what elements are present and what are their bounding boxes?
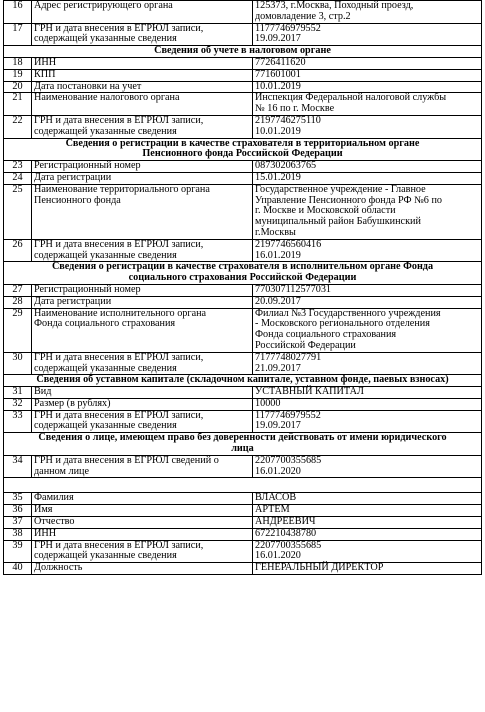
field-value: Государственное учреждение - Главное Управление Пенсионного фонда РФ №6 по г. Москве и Московской области муниципальный район Бабушкинский г.Москвы	[253, 184, 482, 239]
egrul-table	[3, 0, 482, 575]
table-row	[4, 455, 482, 478]
table-row	[4, 352, 482, 375]
table-row	[4, 387, 482, 399]
table-row	[4, 23, 482, 46]
table-row	[4, 505, 482, 517]
row-number: 19	[4, 69, 32, 81]
table-row	[4, 81, 482, 93]
egrul-extract-page	[3, 0, 482, 575]
row-number: 16	[4, 1, 32, 24]
field-label: Адрес регистрирующего органа	[32, 1, 253, 24]
row-number: 17	[4, 23, 32, 46]
table-row	[4, 161, 482, 173]
section-header	[4, 375, 482, 387]
field-value: 770307112577031	[253, 284, 482, 296]
field-label: КПП	[32, 69, 253, 81]
row-number: 18	[4, 57, 32, 69]
field-label: Фамилия	[32, 493, 253, 505]
section-title: Сведения об учете в налоговом органе	[4, 46, 482, 58]
field-label: Дата постановки на учет	[32, 81, 253, 93]
field-label: Регистрационный номер	[32, 284, 253, 296]
row-number: 32	[4, 398, 32, 410]
field-value: 7177748027791 21.09.2017	[253, 352, 482, 375]
field-value: 10000	[253, 398, 482, 410]
row-number: 31	[4, 387, 32, 399]
field-value: УСТАВНЫЙ КАПИТАЛ	[253, 387, 482, 399]
field-value: Филиал №3 Государственного учреждения - Московского регионального отделения Фонда социального страхования Российской Федерации	[253, 308, 482, 352]
section-header	[4, 138, 482, 161]
row-number: 35	[4, 493, 32, 505]
field-label: Имя	[32, 505, 253, 517]
table-row	[4, 563, 482, 575]
table-row	[4, 296, 482, 308]
field-value: 7726411620	[253, 57, 482, 69]
section-title: Сведения о регистрации в качестве страхователя в исполнительном органе Фонда социального страхования Российской Федерации	[4, 262, 482, 285]
row-number: 36	[4, 505, 32, 517]
row-number: 26	[4, 239, 32, 262]
field-value: 771601001	[253, 69, 482, 81]
row-number: 37	[4, 517, 32, 529]
row-number: 40	[4, 563, 32, 575]
row-number: 34	[4, 455, 32, 478]
section-header	[4, 433, 482, 456]
field-value: 2207700355685 16.01.2020	[253, 540, 482, 563]
field-label: ГРН и дата внесения в ЕГРЮЛ записи, содержащей указанные сведения	[32, 115, 253, 138]
field-label: Должность	[32, 563, 253, 575]
table-row	[4, 284, 482, 296]
row-number: 30	[4, 352, 32, 375]
table-row	[4, 57, 482, 69]
section-header	[4, 262, 482, 285]
field-value: 2197746275110 10.01.2019	[253, 115, 482, 138]
row-number: 25	[4, 184, 32, 239]
row-number: 38	[4, 528, 32, 540]
field-label: Наименование исполнительного органа Фонда социального страхования	[32, 308, 253, 352]
field-label: Вид	[32, 387, 253, 399]
table-row	[4, 69, 482, 81]
table-row	[4, 540, 482, 563]
egrul-table-body	[4, 1, 482, 575]
row-number: 33	[4, 410, 32, 433]
field-label: Отчество	[32, 517, 253, 529]
row-number: 24	[4, 172, 32, 184]
row-number: 27	[4, 284, 32, 296]
field-value: 20.09.2017	[253, 296, 482, 308]
field-value: 087302063765	[253, 161, 482, 173]
section-title: Сведения о лице, имеющем право без доверенности действовать от имени юридического лица	[4, 433, 482, 456]
field-value: Инспекция Федеральной налоговой службы № 16 по г. Москве	[253, 93, 482, 116]
table-row	[4, 517, 482, 529]
field-label: ГРН и дата внесения в ЕГРЮЛ записи, содержащей указанные сведения	[32, 540, 253, 563]
row-number: 22	[4, 115, 32, 138]
section-header	[4, 46, 482, 58]
field-label: ГРН и дата внесения в ЕГРЮЛ записи, содержащей указанные сведения	[32, 23, 253, 46]
field-value: 2197746560416 16.01.2019	[253, 239, 482, 262]
field-value: 10.01.2019	[253, 81, 482, 93]
field-label: ИНН	[32, 57, 253, 69]
field-label: Регистрационный номер	[32, 161, 253, 173]
field-value: ГЕНЕРАЛЬНЫЙ ДИРЕКТОР	[253, 563, 482, 575]
field-value: 672210438780	[253, 528, 482, 540]
field-label: ГРН и дата внесения в ЕГРЮЛ записи, содержащей указанные сведения	[32, 352, 253, 375]
field-label: ГРН и дата внесения в ЕГРЮЛ записи, содержащей указанные сведения	[32, 239, 253, 262]
section-title: Сведения о регистрации в качестве страхователя в территориальном органе Пенсионного фонда Российской Федерации	[4, 138, 482, 161]
table-row	[4, 493, 482, 505]
field-label: ГРН и дата внесения в ЕГРЮЛ сведений о данном лице	[32, 455, 253, 478]
field-value: 2207700355685 16.01.2020	[253, 455, 482, 478]
table-row	[4, 184, 482, 239]
row-number: 21	[4, 93, 32, 116]
table-row	[4, 398, 482, 410]
table-row	[4, 172, 482, 184]
table-row	[4, 93, 482, 116]
field-label: Наименование налогового органа	[32, 93, 253, 116]
table-row	[4, 308, 482, 352]
section-title: Сведения об уставном капитале (складочном капитале, уставном фонде, паевых взносах)	[4, 375, 482, 387]
row-number: 23	[4, 161, 32, 173]
field-label: Дата регистрации	[32, 296, 253, 308]
table-row	[4, 528, 482, 540]
field-value: 15.01.2019	[253, 172, 482, 184]
row-number: 39	[4, 540, 32, 563]
table-row	[4, 410, 482, 433]
field-value: АРТЕМ	[253, 505, 482, 517]
field-label: Размер (в рублях)	[32, 398, 253, 410]
field-value: 1177746979552 19.09.2017	[253, 23, 482, 46]
blank-separator-row	[4, 478, 482, 493]
field-label: ГРН и дата внесения в ЕГРЮЛ записи, содержащей указанные сведения	[32, 410, 253, 433]
field-value: 1177746979552 19.09.2017	[253, 410, 482, 433]
field-value: АНДРЕЕВИЧ	[253, 517, 482, 529]
row-number: 28	[4, 296, 32, 308]
field-value: 125373, г.Москва, Походный проезд, домовладение 3, стр.2	[253, 1, 482, 24]
field-value: ВЛАСОВ	[253, 493, 482, 505]
field-label: Дата регистрации	[32, 172, 253, 184]
field-label: Наименование территориального органа Пенсионного фонда	[32, 184, 253, 239]
field-label: ИНН	[32, 528, 253, 540]
table-row	[4, 239, 482, 262]
table-row	[4, 1, 482, 24]
table-row	[4, 115, 482, 138]
row-number: 29	[4, 308, 32, 352]
blank-cell	[4, 478, 482, 493]
row-number: 20	[4, 81, 32, 93]
